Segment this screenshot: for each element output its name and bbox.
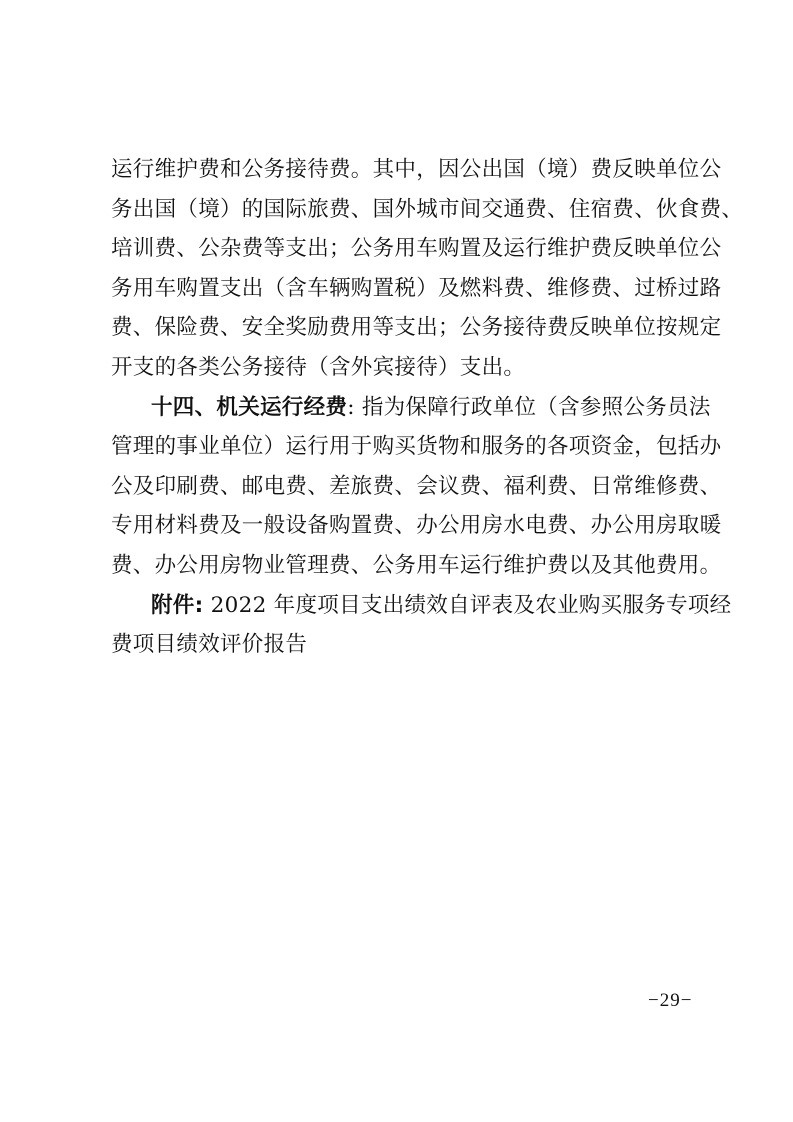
paragraph-1-line-4: 务用车购置支出（含车辆购置税）及燃料费、维修费、过桥过路 xyxy=(111,275,722,301)
paragraph-2-line-2: 管理的事业单位）运行用于购买货物和服务的各项资金，包括办 xyxy=(111,434,722,460)
paragraph-1-line-1: 运行维护费和公务接待费。其中，因公出国（境）费反映单位公 xyxy=(111,157,722,182)
paragraph-2-line-1-text: : 指为保障行政单位（含参照公务员法 xyxy=(347,394,711,420)
paragraph-1-line-5: 费、保险费、安全奖励费用等支出；公务接待费反映单位按规定 xyxy=(111,315,722,341)
paragraph-2-line-4: 专用材料费及一般设备购置费、办公用房水电费、办公用房取暖 xyxy=(111,513,722,539)
page-number: −29− xyxy=(648,990,693,1011)
paragraph-3-line-2: 费项目绩效评价报告 xyxy=(111,632,308,658)
paragraph-3-line-1 xyxy=(111,586,732,626)
paragraph-2-line-5: 费、办公用房物业管理费、公务用车运行维护费以及其他费用。 xyxy=(111,552,722,578)
paragraph-1-line-6: 开支的各类公务接待（含外宾接待）支出。 xyxy=(111,354,526,380)
paragraph-2-line-3: 公及印刷费、邮电费、差旅费、会议费、福利费、日常维修费、 xyxy=(111,473,722,499)
paragraph-1-line-2: 务出国（境）的国际旅费、国外城市间交通费、住宿费、伙食费、 xyxy=(111,196,744,222)
body-text xyxy=(111,150,744,665)
paragraph-3-line-1-text: 2022 年度项目支出绩效自评表及农业购买服务专项经 xyxy=(203,592,732,618)
section-heading: 十四、机关运行经费 xyxy=(151,394,348,420)
attachment-label: 附件: xyxy=(151,592,204,618)
paragraph-1-line-3: 培训费、公杂费等支出；公务用车购置及运行维护费反映单位公 xyxy=(111,236,722,262)
paragraph-2-line-1 xyxy=(111,388,711,428)
